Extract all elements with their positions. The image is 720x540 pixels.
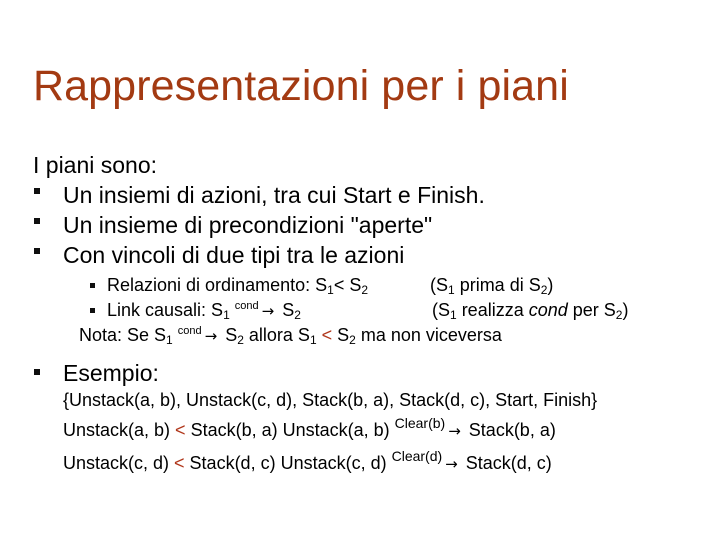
example-row-2 (63, 448, 552, 476)
example-row-1 (63, 415, 556, 443)
right-arrow-icon: → (261, 302, 275, 320)
less-than-symbol: < (175, 420, 186, 440)
sub-bullet-marker (90, 308, 95, 313)
example-text: Stack(d, c) (460, 453, 552, 473)
example-text: Stack(b, a) Unstack(a, b) (185, 420, 395, 440)
ordering-op: < S (333, 275, 362, 295)
nota-text: allora S (243, 325, 310, 345)
subscript: 2 (294, 308, 301, 322)
right-arrow-icon: → (204, 327, 218, 345)
note-cond: cond (528, 300, 568, 320)
subscript: 1 (450, 308, 457, 322)
superscript: cond (177, 325, 202, 337)
note-text: (S (430, 275, 448, 295)
example-action-set: {Unstack(a, b), Unstack(c, d), Stack(b, a), Stack(d, c), Start, Finish} (63, 390, 598, 410)
note-text: ) (622, 300, 629, 320)
causal-link (107, 298, 301, 323)
subscript: 1 (327, 283, 334, 297)
less-than-symbol: < (174, 453, 185, 473)
bullet-preconditions: Un insieme di precondizioni "aperte" (63, 212, 433, 238)
note-text: realizza (456, 300, 529, 320)
example-text: Unstack(a, b) (63, 420, 176, 440)
example-text: Unstack(c, d) (63, 453, 175, 473)
nota-text: ma non viceversa (355, 325, 502, 345)
nota-text: S (220, 325, 238, 345)
bullet-marker (34, 248, 40, 254)
subscript: 1 (448, 283, 455, 297)
causal-rhs: S (277, 300, 295, 320)
slide-title: Rappresentazioni per i piani (33, 62, 569, 110)
ordering-label: Relazioni di ordinamento: S (107, 275, 328, 295)
ordering-relation (107, 273, 368, 297)
nota-line (79, 323, 502, 348)
subscript: 1 (166, 333, 173, 347)
right-arrow-icon: → (448, 422, 461, 440)
example-text: Stack(d, c) Unstack(c, d) (184, 453, 392, 473)
bullet-marker (34, 369, 40, 375)
example-label: Esempio: (63, 360, 159, 386)
bullet-constraints: Con vincoli di due tipi tra le azioni (63, 242, 405, 268)
bullet-marker (34, 188, 40, 194)
intro-text: I piani sono: (33, 152, 158, 178)
superscript: Clear(d) (391, 448, 443, 464)
note-text: prima di S (454, 275, 541, 295)
subscript: 2 (349, 333, 356, 347)
subscript: 1 (309, 333, 317, 347)
bullet-marker (34, 218, 40, 224)
superscript: cond (234, 300, 259, 312)
subscript: 2 (615, 308, 623, 322)
causal-note (432, 298, 628, 322)
less-than-symbol: < (316, 325, 338, 345)
subscript: 2 (361, 283, 369, 297)
subscript: 2 (540, 283, 548, 297)
example-text: Stack(b, a) (463, 420, 556, 440)
subscript: 1 (223, 308, 230, 322)
subscript: 2 (237, 333, 244, 347)
right-arrow-icon: → (445, 455, 458, 473)
bullet-actions: Un insiemi di azioni, tra cui Start e Finish. (63, 182, 485, 208)
superscript: Clear(b) (394, 415, 446, 431)
sub-bullet-marker (90, 283, 95, 288)
note-text: (S (432, 300, 450, 320)
note-text: ) (547, 275, 554, 295)
ordering-note (430, 273, 553, 297)
nota-text: S (337, 325, 350, 345)
nota-text: Nota: Se S (79, 325, 167, 345)
causal-label: Link causali: S (107, 300, 224, 320)
note-text: per S (567, 300, 616, 320)
